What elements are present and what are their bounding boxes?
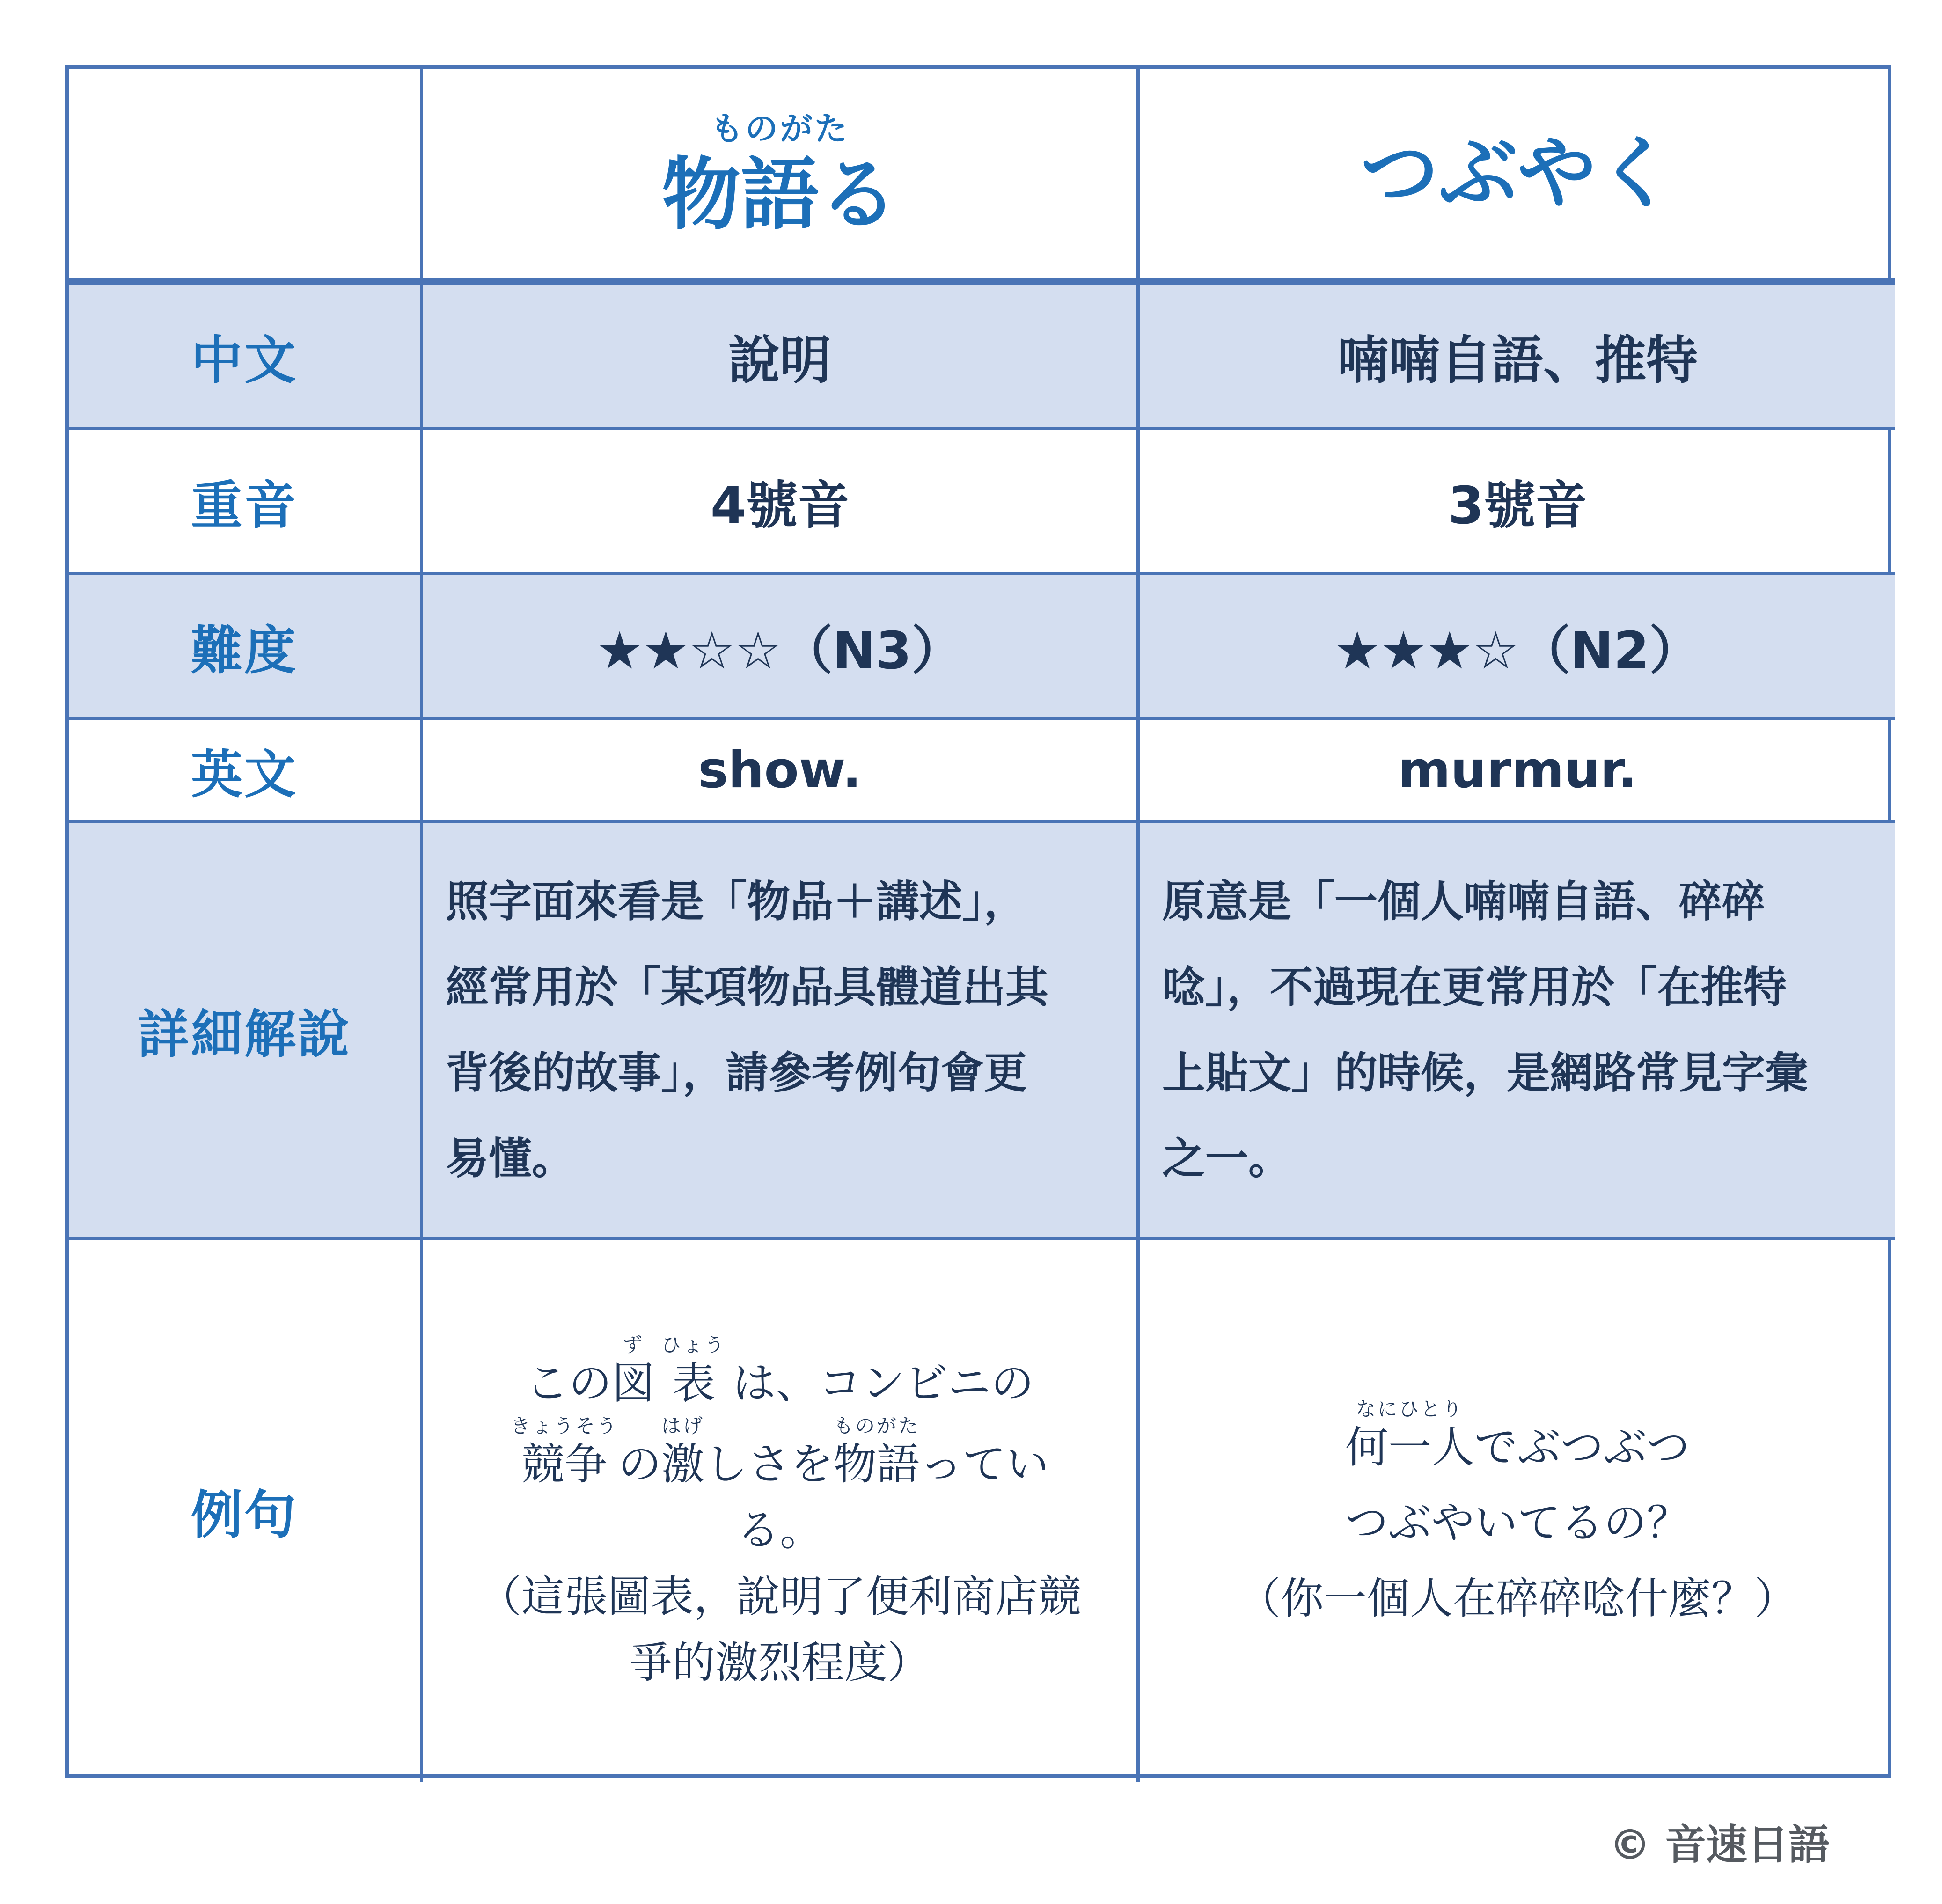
example2-translation: （你一個人在碎碎唸什麼？） <box>1237 1573 1797 1624</box>
row-accent-col1: 4號音 <box>423 430 1140 575</box>
copyright-notice: © 音速日語 <box>1609 1821 1830 1869</box>
example1-line2: きょうそう 競争 の はげ 激 しさを ものがた 物語 ってい <box>510 1414 1049 1490</box>
row-english-col1: show. <box>423 720 1140 823</box>
row-label-accent: 重音 <box>69 430 423 575</box>
header-word1-okurigana: る <box>819 149 898 241</box>
row-difficulty-col2 <box>1140 575 1895 720</box>
row-example-col2 <box>1140 1240 1895 1782</box>
comparison-table <box>65 65 1891 1778</box>
row-english-col2: murmur. <box>1140 720 1895 823</box>
row-detail-col1: 照字面來看是「物品＋講述」， 經常用於「某項物品具體道出其 背後的故事」，請參考例句會更 易懂。 <box>423 823 1140 1240</box>
header-word2-cell <box>1140 69 1895 285</box>
header-word1-kanji: 物語 <box>662 149 819 241</box>
difficulty-stars: ★★★☆（N2） <box>1334 620 1701 681</box>
row-label-detail: 詳細解說 <box>69 823 423 1240</box>
example1-translation-1: （這張圖表，說明了便利商店競 <box>478 1571 1081 1622</box>
row-chinese-col1: 說明 <box>423 285 1140 430</box>
row-label-english: 英文 <box>69 720 423 823</box>
header-word1 <box>662 110 898 241</box>
row-label-example: 例句 <box>69 1240 423 1782</box>
example1-line3: る。 <box>736 1505 823 1556</box>
header-word1-ruby: ものがた <box>711 110 849 148</box>
row-chinese-col2: 喃喃自語、推特 <box>1140 285 1895 430</box>
row-accent-col2: 3號音 <box>1140 430 1895 575</box>
header-empty-cell <box>69 69 423 285</box>
difficulty-stars: ★★☆☆（N3） <box>596 620 963 681</box>
row-label-difficulty: 難度 <box>69 575 423 720</box>
row-example-col1 <box>423 1240 1140 1782</box>
example2-line1: なにひとり 何一人 でぶつぶつ <box>1345 1398 1690 1473</box>
header-word1-cell <box>423 69 1140 285</box>
row-detail-col2: 原意是「一個人喃喃自語、碎碎 唸」，不過現在更常用於「在推特 上貼文」的時候，是網路常見字彙 之一。 <box>1140 823 1895 1240</box>
example1-line1: この ず 図 ひょう 表 は、コンビニの <box>525 1333 1034 1409</box>
example1-translation-2: 爭的激烈程度） <box>629 1637 931 1688</box>
row-difficulty-col1 <box>423 575 1140 720</box>
example2-line2: つぶやいてるの？ <box>1345 1498 1690 1548</box>
header-word2: つぶやく <box>1360 127 1675 219</box>
row-label-chinese: 中文 <box>69 285 423 430</box>
